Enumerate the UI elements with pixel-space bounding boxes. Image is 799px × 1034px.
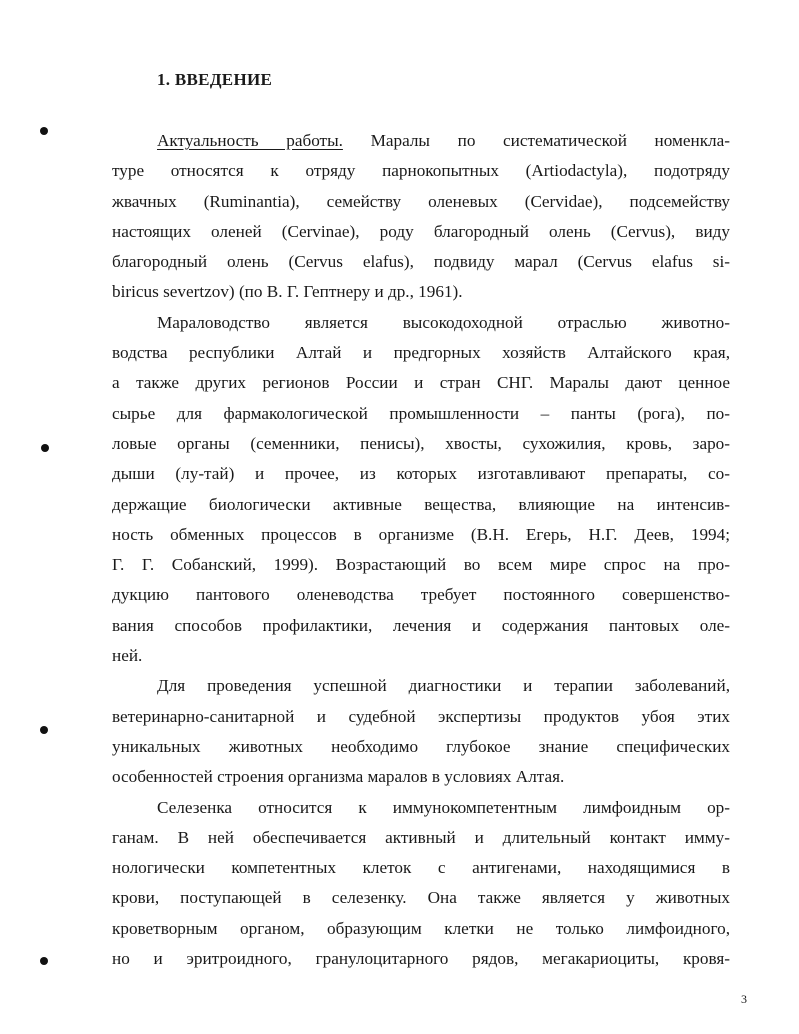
text-line: ганам. В ней обеспечивается активный и длительный контакт имму- <box>112 827 730 847</box>
text-line: но и эритроидного, гранулоцитарного рядов, мегакариоциты, кровя- <box>112 949 730 969</box>
punch-hole-3 <box>40 726 48 734</box>
text-line: держащие биологически активные вещества, влияющие на интенсив- <box>112 494 730 514</box>
text-line: сырье для фармакологической промышленности – панты (рога), по- <box>112 403 730 423</box>
text-line: Для проведения успешной диагностики и терапии заболеваний, <box>157 676 730 696</box>
text-line: ность обменных процессов в организме (В.Н. Егерь, Н.Г. Деев, 1994; <box>112 524 730 544</box>
text-line: крови, поступающей в селезенку. Она также является у животных <box>112 888 730 908</box>
section-heading: 1. ВВЕДЕНИЕ <box>157 70 273 89</box>
page-number: 3 <box>741 992 747 1006</box>
text-line: а также других регионов России и стран СНГ. Маралы дают ценное <box>112 373 730 393</box>
text-line: благородный олень (Cervus elafus), подвиду марал (Cervus elafus si- <box>112 252 730 272</box>
text-line: особенностей строения организма маралов в условиях Алтая. <box>112 767 565 787</box>
body-text <box>112 126 730 974</box>
text-line: ветеринарно-санитарной и судебной экспертизы продуктов убоя этих <box>112 706 730 726</box>
text-line: нологически компетентных клеток с антигенами, находящимися в <box>112 858 730 878</box>
text-line: Селезенка относится к иммунокомпетентным лимфоидным ор- <box>157 797 730 817</box>
text-line: водства республики Алтай и предгорных хозяйств Алтайского края, <box>112 343 730 363</box>
text-line: уникальных животных необходимо глубокое знание специфических <box>112 736 730 756</box>
text-line: ней. <box>112 646 143 666</box>
text-line: Актуальность работы. Маралы по систематической номенкла- <box>157 131 730 150</box>
paragraph-deer-farming <box>112 308 730 672</box>
paragraph-diagnostics <box>112 671 730 792</box>
text-line: ловые органы (семенники, пенисы), хвосты, сухожилия, кровь, заро- <box>112 433 730 453</box>
text-line: туре относятся к отряду парнокопытных (Artiodactyla), подотряду <box>112 161 730 181</box>
text-line: жвачных (Ruminantia), семейству оленевых (Cervidae), подсемейству <box>112 191 730 211</box>
paragraph-relevance <box>112 126 730 308</box>
text-line: Мараловодство является высокодоходной отраслью животно- <box>157 312 730 332</box>
paragraph-spleen <box>112 793 730 975</box>
text-line: кроветворным органом, образующим клетки не только лимфоидного, <box>112 918 730 938</box>
text-line: настоящих оленей (Cervinae), роду благородный олень (Cervus), виду <box>112 221 730 241</box>
text-line: дукцию пантового оленеводства требует постоянного совершенство- <box>112 585 730 605</box>
punch-hole-1 <box>40 127 48 135</box>
text-line: biricus severtzov) (по В. Г. Гептнеру и др., 1961). <box>112 282 463 302</box>
punch-hole-2 <box>41 444 49 452</box>
text-line: дыши (лу-тай) и прочее, из которых изготавливают препараты, со- <box>112 464 730 484</box>
text-line: Г. Г. Собанский, 1999). Возрастающий во всем мире спрос на про- <box>112 555 730 575</box>
punch-hole-4 <box>40 957 48 965</box>
underlined-lead: Актуальность работы. <box>157 131 343 150</box>
text-line: вания способов профилактики, лечения и содержания пантовых оле- <box>112 615 730 635</box>
